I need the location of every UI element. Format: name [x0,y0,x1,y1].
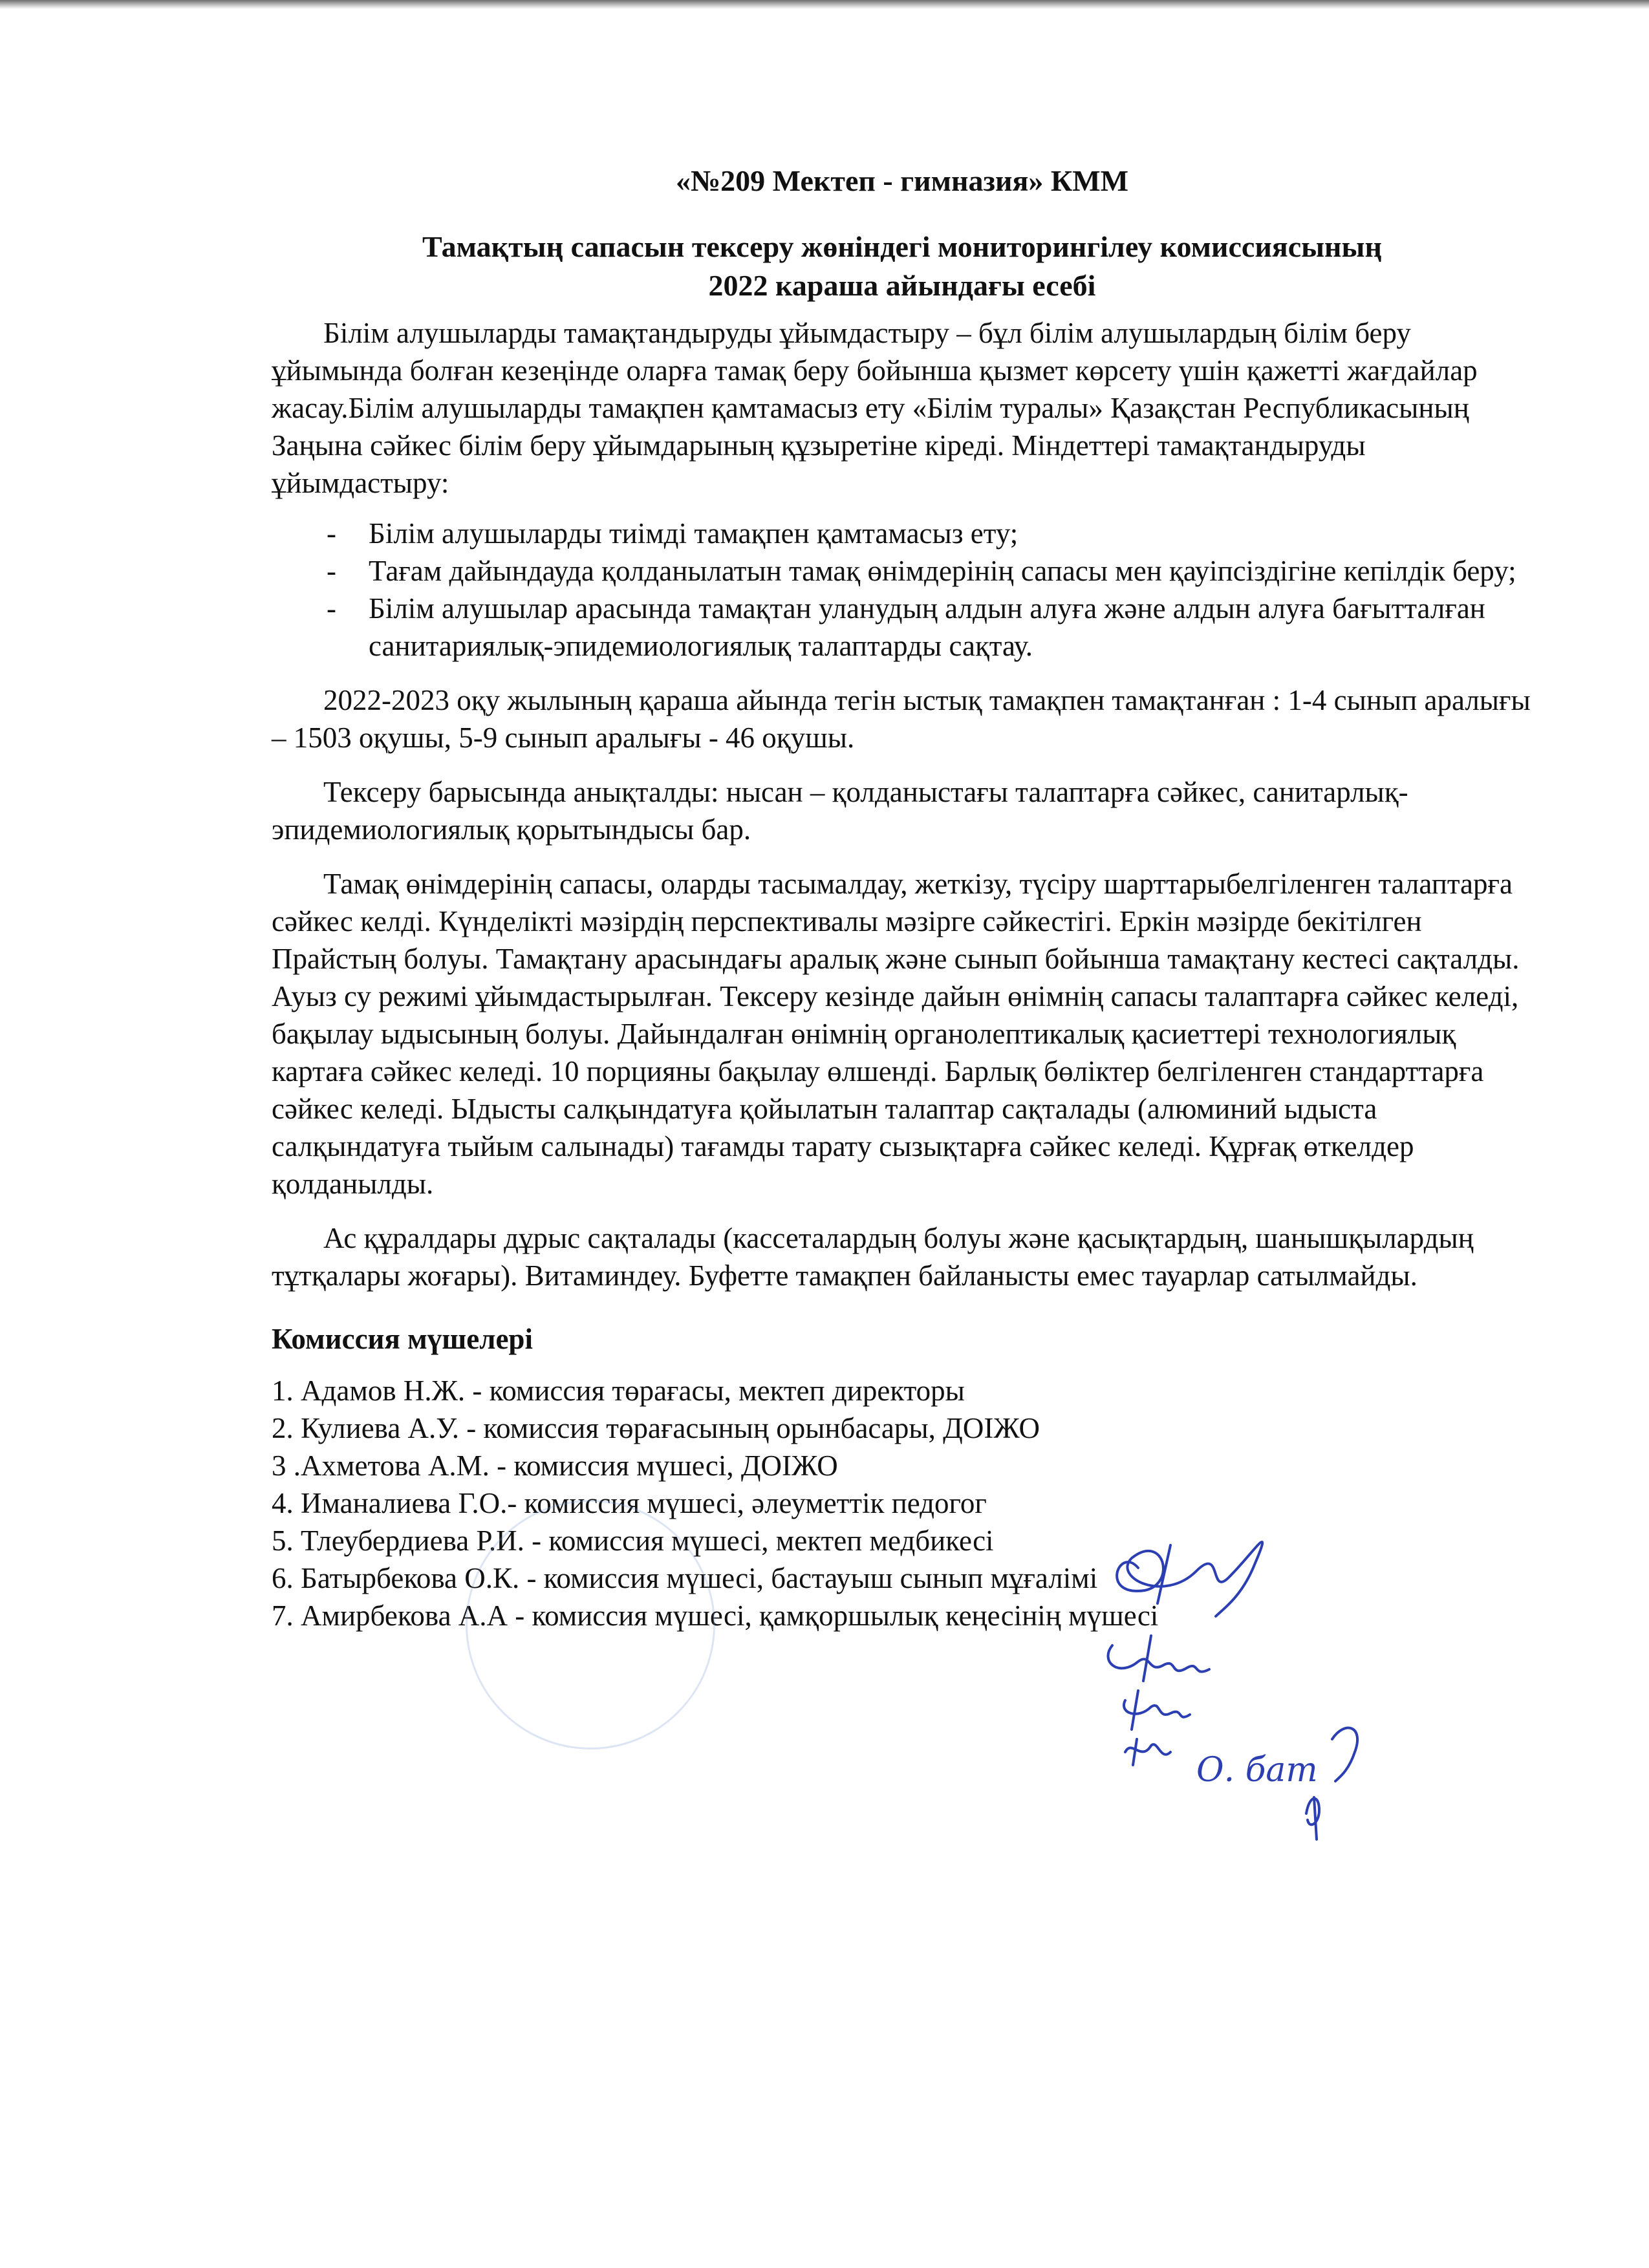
tasks-list [272,515,1533,665]
scan-top-edge [0,0,1649,9]
food-quality-paragraph: Тамақ өнімдерінің сапасы, оларды тасымалдау, жеткізу, түсіру шарттарыбелгіленген талаптарға сәйкес келді. Күнделікті мәзірдің перспективалы мәзірге сәйкестігі. Еркін мәзірде бекітілген Прайстың болуы. Тамақтану арасындағы аралық және сынып бойынша тамақтану кестесі сақталды. Ауыз су режимі ұйымдастырылған. Тексеру кезінде дайын өнімнің сапасы талаптарға сәйкес келеді, бақылау ыдысының болуы. Дайындалған өнімнің органолептикалық қасиеттері технологиялық картаға сәйкес келеді. 10 порцияны бақылау өлшенді. Барлық бөліктер белгіленген стандарттарға сәйкес келеді. Ыдысты салқындатуға қойылатын талаптар сақталады (алюминий ыдыста салқындатуға тыйым салынады) тағамды тарату сызықтарға сәйкес келеді. Құрғақ өткелдер қолданылды. [272,868,1520,1200]
faint-stamp [466,1500,715,1749]
member-item: 3 .Ахметова А.М. - комиссия мүшесі, ДОІЖО [272,1450,838,1482]
member-item: 5. Тлеубердиева Р.И. - комиссия мүшесі, мектеп медбикесі [272,1524,994,1557]
school-name: «№209 Мектеп - гимназия» КММ [675,164,1129,197]
signature-1 [1117,1542,1262,1616]
signature-6-flourish [1332,1728,1357,1781]
member-item: 2. Кулиева А.У. - комиссия төрағасының орынбасары, ДОІЖО [272,1412,1040,1444]
member-item: 1. Адамов Н.Ж. - комиссия төрағасы, мектеп директоры [272,1375,965,1407]
signature-7 [1306,1797,1319,1839]
report-title-line-2: 2022 караша айындағы есебі [708,269,1096,302]
handwritten-signatures [1061,1506,1397,1856]
task-item: - Білім алушылар арасында тамақтан уланудың алдын алуға және алдын алуға бағытталған санитариялық-эпидемиологиялық талаптарды сақтау. [327,592,1485,662]
signature-3 [1124,1691,1190,1729]
intro-paragraph: Білім алушыларды тамақтандыруды ұйымдастыру – бұл білім алушылардың білім беру ұйымында болған кезеңінде оларға тамақ беру бойынша қызмет көрсету үшін қажетті жағдайлар жасау.Білім алушыларды тамақпен қамтамасыз ету «Білім туралы» Қазақстан Республикасының Заңына сәйкес білім беру ұйымдарының құзыретіне кіреді. Міндеттері тамақтандыруды ұйымдастыру: [272,317,1478,499]
task-item: - Тағам дайындауда қолданылатын тамақ өнімдерінің сапасы мен қауіпсіздігіне кепілдік беру; [327,555,1516,587]
member-item: 6. Батырбекова О.К. - комиссия мүшесі, бастауыш сынып мұғалімі [272,1562,1098,1594]
task-item: - Білім алушыларды тиімді тамақпен қамтамасыз ету; [327,517,1018,550]
inspection-paragraph: Тексеру барысында анықталды: нысан – қолданыстағы талаптарға сәйкес, санитарлық-эпидемиологиялық қорытындысы бар. [272,776,1408,846]
document-page [272,162,1533,1634]
report-title-line-1: Тамақтың сапасын тексеру жөніндегі мониторингілеу комиссиясының [422,230,1382,263]
members-title: Комиссия мүшелері [272,1323,533,1355]
utensils-paragraph: Ас құралдары дұрыс сақталады (кассеталардың болуы және қасықтардың, шанышқылардың тұтқалары жоғары). Витаминдеу. Буфетте тамақпен байланысты емес тауарлар сатылмайды. [272,1222,1474,1292]
meal-statistics-paragraph: 2022-2023 оқу жылының қараша айында тегін ыстық тамақпен тамақтанған : 1-4 сынып аралығы – 1503 оқушы, 5-9 сынып аралығы - 46 оқушы. [272,684,1531,754]
member-item: 7. Амирбекова А.А - комиссия мүшесі, қамқоршылық кеңесінің мүшесі [272,1599,1159,1632]
signature-2 [1108,1636,1209,1681]
signature-4 [1125,1739,1170,1765]
member-item: 4. Иманалиева Г.О.- комиссия мүшесі, әлеуметтік педогог [272,1487,987,1519]
signature-6: О. бат [1196,1751,1318,1790]
